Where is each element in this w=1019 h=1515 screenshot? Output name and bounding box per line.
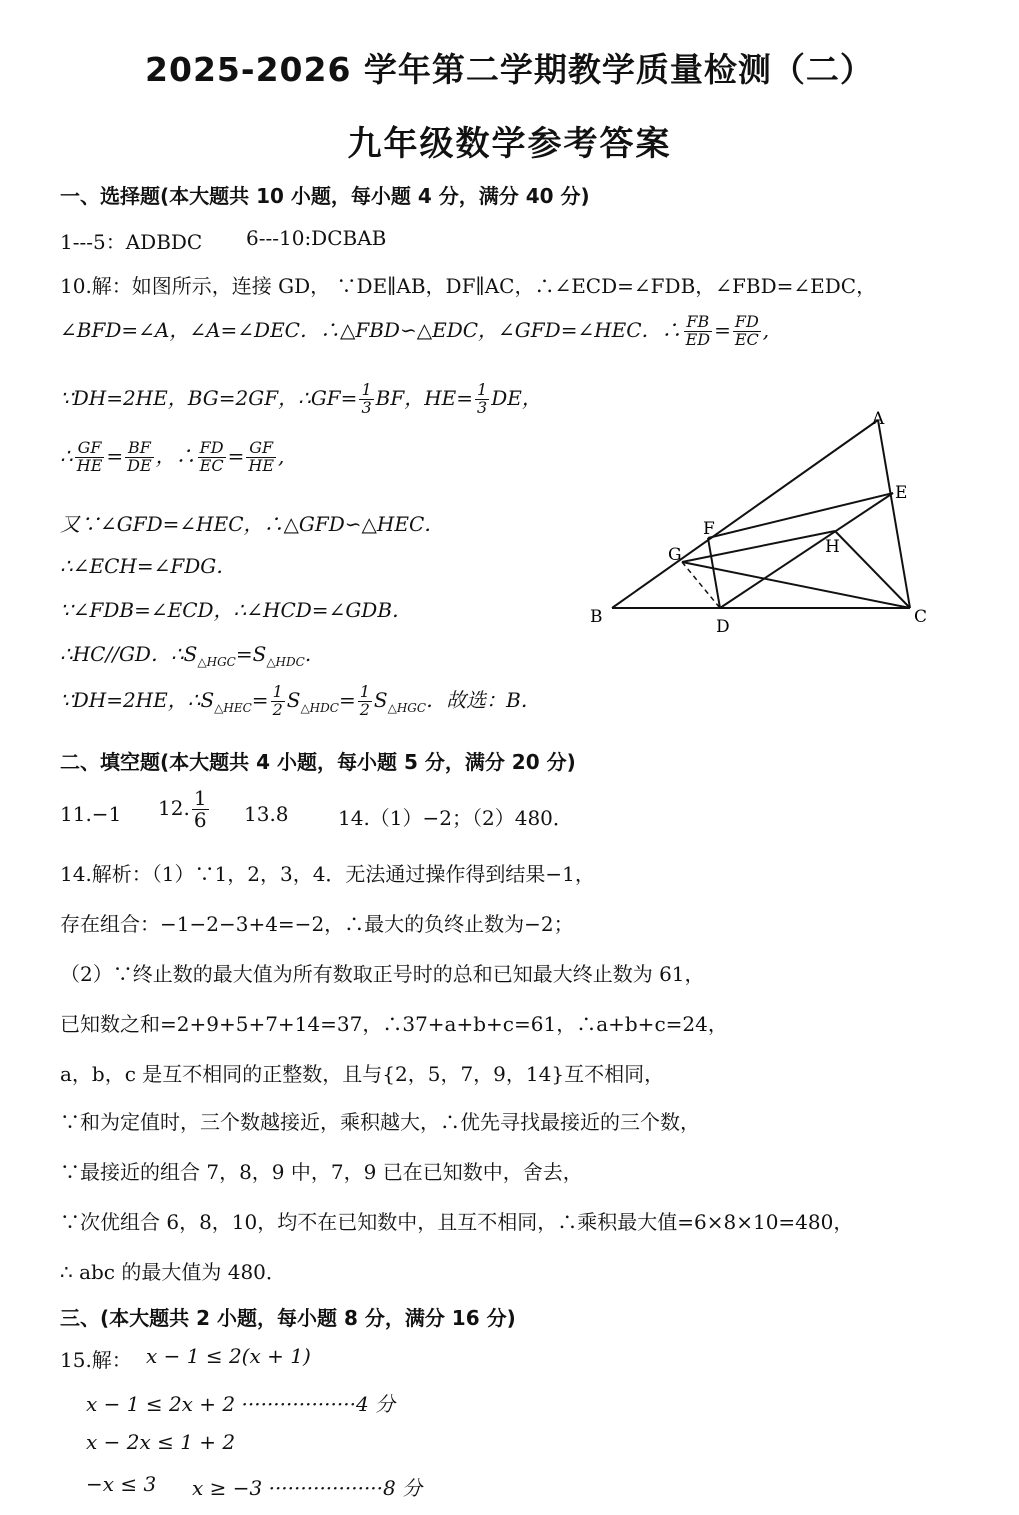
answer-12: 12. $\frac{1}{6}$ [158, 786, 207, 832]
section2-heading: 二、填空题(本大题共 4 小题，每小题 5 分，满分 20 分) [60, 750, 576, 774]
q15-label: 15.解： [60, 1348, 132, 1372]
label-g: G [668, 545, 682, 565]
q15-step-2: x − 2x ≤ 1 + 2 [86, 1430, 236, 1454]
page-title: 2025-2026 学年第二学期教学质量检测（二） [145, 50, 874, 89]
q10-line9: ∵DH=2HE，$\therefore S_{\triangle HEC}=$ $\frac{1}{2}$ $S_{\triangle HDC}=$ $\frac{1}{2}$ $S_{\triangle HGC}$．故选：B． [60, 682, 541, 719]
q10-line5: 又∵∠GFD=∠HEC，∴△GFD∽△HEC． [60, 512, 445, 536]
q10-line7: ∵∠FDB=∠ECD，∴∠HCD=∠GDB． [60, 598, 413, 622]
triangle-figure [580, 400, 940, 640]
q10-line1: 10.解：如图所示，连接 GD， ∵DE∥AB，DF∥AC，∴∠ECD=∠FDB，∠FBD=∠EDC， [60, 274, 877, 298]
section1-heading: 一、选择题(本大题共 10 小题，每小题 4 分，满分 40 分) [60, 184, 590, 208]
q14-exp-7: ∵最接近的组合 7，8，9 中，7，9 已在已知数中，舍去， [60, 1160, 583, 1184]
q14-exp-2: 存在组合：−1−2−3+4=−2，∴最大的负终止数为−2； [60, 912, 574, 936]
label-b: B [590, 607, 603, 627]
q10-line4: ∴ $\frac{GF}{HE}$ = $\frac{BF}{DE}$ ，∴ $\frac{FD}{EC}$ = $\frac{GF}{HE}$ , [60, 438, 285, 475]
q15-step-3b: x ≥ −3 ··················8 分 [192, 1476, 423, 1500]
label-h: H [825, 537, 840, 557]
label-c: C [914, 607, 928, 627]
q14-exp-6: ∵和为定值时，三个数越接近，乘积越大，∴优先寻找最接近的三个数， [60, 1110, 700, 1134]
label-a: A [872, 409, 885, 429]
q14-exp-1: 14.解析：（1）∵1，2，3，4．无法通过操作得到结果−1， [60, 862, 595, 886]
label-e: E [895, 483, 908, 503]
label-f: F [703, 519, 715, 539]
answers-1-5: 1---5：ADBDC [60, 230, 203, 254]
q10-line6: ∴∠ECH=∠FDG． [60, 554, 237, 578]
q14-exp-5: a，b，c 是互不相同的正整数，且与{2，5，7，9，14}互不相同， [60, 1062, 665, 1086]
q10-line2: ∠BFD=∠A，∠A=∠DEC．∴△FBD∽△EDC，∠GFD=∠HEC．∴ $\frac{FB}{ED}$ = $\frac{FD}{EC}$ , [60, 312, 770, 349]
q10-line3: ∵DH=2HE，BG=2GF，∴GF= $\frac{1}{3}$ BF，HE= $\frac{1}{3}$ DE， [60, 380, 542, 417]
q15-step-1: x − 1 ≤ 2x + 2 ··················4 分 [86, 1392, 396, 1416]
q14-exp-9: ∴ abc 的最大值为 480． [60, 1260, 286, 1284]
section3-heading: 三、(本大题共 2 小题，每小题 8 分，满分 16 分) [60, 1306, 516, 1330]
q15-step-0: x − 1 ≤ 2(x + 1) [146, 1344, 311, 1368]
q14-exp-8: ∵次优组合 6，8，10，均不在已知数中，且互不相同，∴乘积最大值=6×8×10=480， [60, 1210, 854, 1234]
q14-exp-3: （2）∵终止数的最大值为所有数取正号时的总和已知最大终止数为 61， [60, 962, 705, 986]
answer-13: 13.8 [244, 802, 289, 826]
answer-14: 14.（1）−2；（2）480． [338, 806, 573, 830]
q10-line8: ∴HC//GD．$\therefore S_{\triangle HGC}=S_{\triangle HDC}$. [60, 642, 312, 669]
q15-step-3a: −x ≤ 3 [86, 1472, 157, 1496]
q14-exp-4: 已知数之和=2+9+5+7+14=37，∴37+a+b+c=61，∴a+b+c=24， [60, 1012, 728, 1036]
answers-6-10: 6---10:DCBAB [246, 226, 387, 250]
label-d: D [716, 617, 730, 637]
page-subtitle: 九年级数学参考答案 [347, 124, 672, 164]
answer-11: 11.−1 [60, 802, 122, 826]
